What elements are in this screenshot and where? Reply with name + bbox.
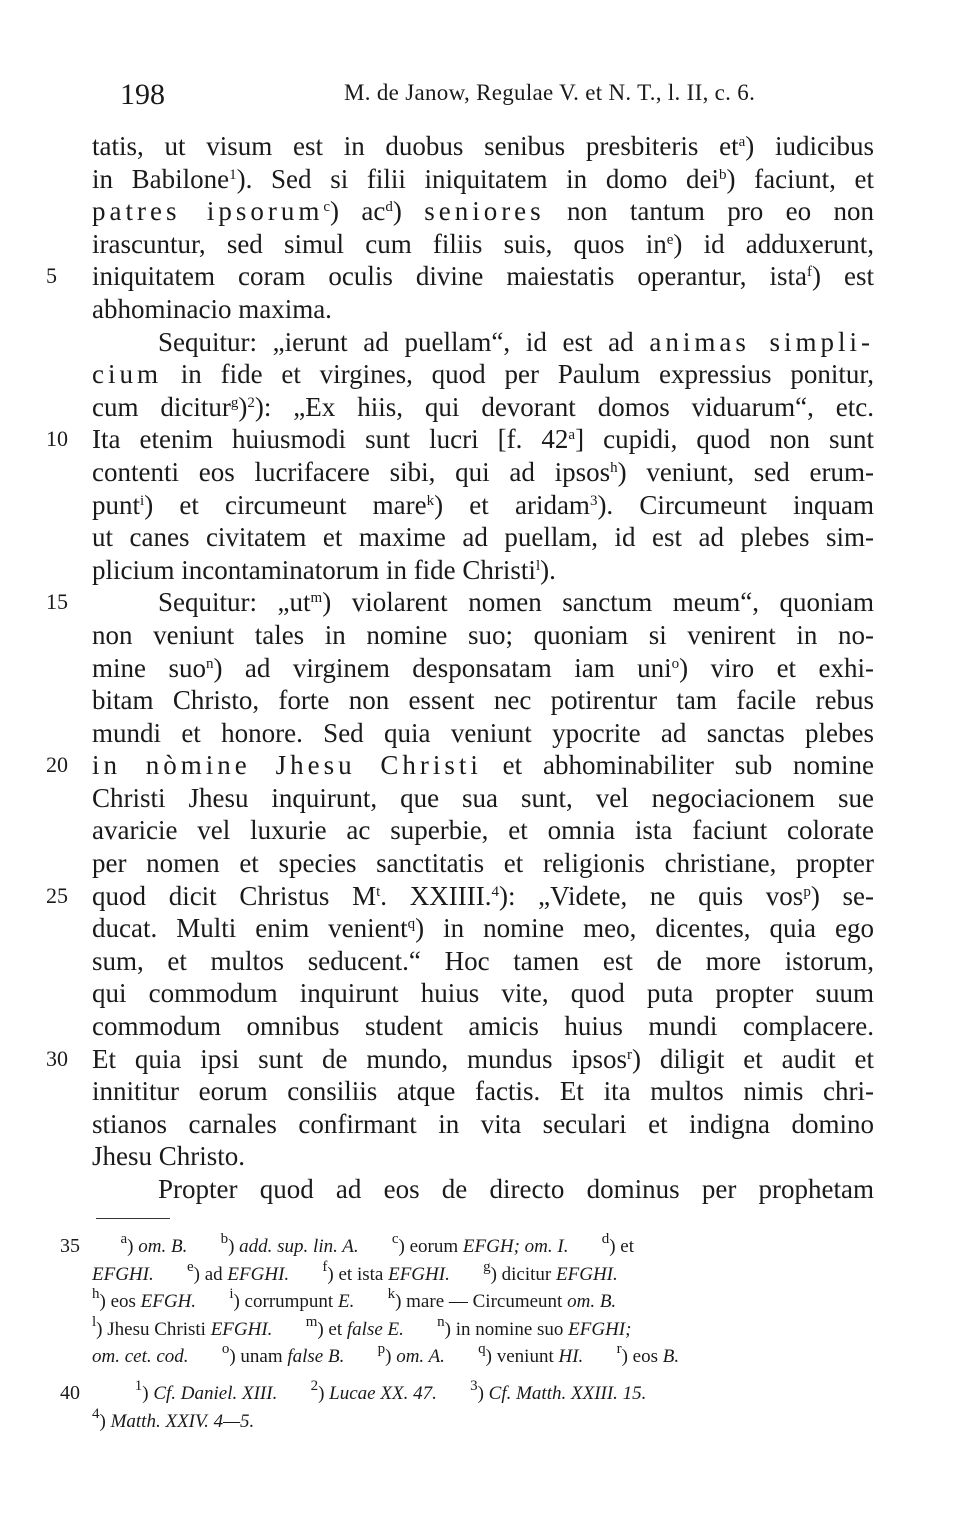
- text-run: qui commodum inquirunt huius vite, quod puta propter suum: [92, 978, 874, 1009]
- text-run: ) et: [609, 1236, 634, 1257]
- text-line: [92, 1075, 874, 1108]
- text-run: ) et ista: [327, 1263, 389, 1285]
- italic-text: EFGHI.: [556, 1263, 618, 1285]
- text-run: contenti eos lucrifacere sibi, qui ad ipsos: [92, 456, 611, 487]
- text-run: sum, et multos seducent.“ Hoc tamen est de more istorum,: [92, 945, 874, 976]
- text-line: [92, 554, 874, 587]
- text-run: abhominacio maxima.: [92, 293, 332, 324]
- italic-text: Cf. Daniel. XIII.: [153, 1383, 278, 1404]
- text-line: [92, 195, 874, 228]
- text-run: [344, 1346, 377, 1367]
- text-run: [272, 1319, 305, 1340]
- text-line: [92, 521, 874, 554]
- italic-text: EFGHI.: [388, 1263, 450, 1285]
- text-run: quod dicit Christus M: [92, 880, 377, 911]
- text-run: ): [142, 1383, 154, 1404]
- text-run: Sequitur: „ierunt ad puellam“, id est ad: [158, 326, 650, 357]
- text-line: [92, 684, 874, 717]
- text-run: ) in nomine suo: [444, 1318, 569, 1340]
- italic-text: EFGHI.: [92, 1263, 154, 1285]
- text-line: [92, 814, 874, 847]
- text-run: in Babilone: [92, 163, 230, 194]
- text-line: [92, 228, 874, 261]
- text-line: [46, 586, 874, 619]
- text-run: ) viro et exhi-: [679, 652, 874, 683]
- text-run: ) se-: [810, 880, 874, 911]
- text-line: [46, 749, 875, 782]
- text-run: irascuntur, sed simul cum filiis suis, quos in: [92, 228, 667, 259]
- text-run: Sequitur: „ut: [158, 587, 311, 618]
- text-run: ut canes civitatem et maxime ad puellam, id est ad plebes sim-: [92, 522, 874, 553]
- text-run: [354, 1291, 387, 1312]
- text-line: [92, 945, 874, 978]
- note-marker: 3: [589, 492, 598, 509]
- italic-text: false E.: [346, 1318, 404, 1340]
- text-run: avaricie vel luxurie ac superbie, et omnia ista faciunt colorate: [92, 815, 874, 846]
- text-run: ) diligit et audit et: [631, 1043, 874, 1074]
- text-run: Jhesu Christo.: [92, 1141, 246, 1172]
- text-run: bitam Christo, forte non essent nec potirentur tam facile rebus: [92, 685, 874, 716]
- text-run: [583, 1346, 616, 1367]
- text-line: [92, 391, 874, 424]
- text-line: [92, 293, 874, 326]
- text-run: ): [238, 391, 248, 422]
- italic-text: EFGHI.: [210, 1318, 273, 1340]
- line-number: 25: [46, 882, 68, 908]
- note-marker: g: [230, 394, 239, 411]
- line-number: 40: [60, 1382, 80, 1404]
- note-marker: h: [92, 1286, 100, 1302]
- apparatus-line: [92, 1258, 874, 1289]
- note-marker: t: [376, 883, 381, 900]
- text-run: plicium incontaminatorum in fide Christi: [92, 554, 536, 585]
- text-line: [92, 456, 874, 489]
- text-run: ): [318, 1383, 330, 1404]
- text-line: [92, 912, 874, 945]
- line-number: 5: [46, 263, 57, 289]
- text-run: per nomen et species sanctitatis et religionis christiane, propter: [92, 848, 874, 879]
- italic-text: om. B.: [567, 1291, 617, 1312]
- text-run: ) faciunt, et: [726, 163, 874, 194]
- note-marker: g: [483, 1258, 491, 1275]
- spaced-text: cium: [92, 359, 162, 390]
- text-run: ) mare — Circumeunt: [395, 1291, 568, 1312]
- note-marker: k: [387, 1286, 396, 1302]
- main-text: [46, 130, 875, 1206]
- note-marker: a: [568, 427, 576, 444]
- text-run: [154, 1264, 187, 1285]
- text-line: [46, 260, 874, 293]
- text-run: ) et: [317, 1318, 347, 1340]
- text-run: ).: [540, 554, 556, 585]
- text-line: [92, 1108, 874, 1141]
- note-marker: 1: [229, 166, 237, 183]
- text-run: ) in nomine meo, dicentes, quia ego: [415, 913, 874, 944]
- italic-text: om. A.: [396, 1346, 445, 1367]
- line-number: 20: [46, 752, 68, 778]
- spaced-text: animas simpli-: [649, 326, 874, 357]
- text-run: [445, 1346, 478, 1367]
- note-marker: c: [323, 199, 331, 216]
- text-run: ) unam: [229, 1346, 288, 1367]
- apparatus-line: [92, 1343, 874, 1371]
- italic-text: false B.: [287, 1346, 345, 1367]
- note-marker: q: [478, 1341, 486, 1357]
- text-run: ): [228, 1236, 240, 1257]
- note-marker: 4: [491, 883, 499, 900]
- note-marker: n: [205, 655, 214, 672]
- text-run: . XXIIII.: [380, 880, 492, 911]
- text-run: stianos carnales confirmant in vita seculari et indigna domino: [92, 1108, 874, 1139]
- text-run: ] cupidi, quod non sunt: [575, 424, 874, 455]
- text-run: ) eorum: [398, 1236, 463, 1257]
- text-run: ) Jhesu Christi: [96, 1318, 211, 1340]
- text-line: [92, 163, 874, 196]
- text-run: ) eos: [99, 1291, 141, 1312]
- note-marker: b: [220, 1231, 229, 1247]
- text-run: ): [99, 1410, 111, 1432]
- text-run: ): „Ex hiis, qui devorant domos viduarum“, etc.: [254, 391, 874, 422]
- text-line: [46, 423, 874, 456]
- note-marker: h: [610, 459, 618, 476]
- note-marker: o: [221, 1341, 230, 1357]
- text-run: mundi et honore. Sed quia veniunt ypocrite ad sanctas plebes: [92, 717, 874, 748]
- line-number: 15: [46, 589, 68, 615]
- text-line: [92, 1140, 874, 1173]
- note-marker: f: [322, 1258, 328, 1275]
- note-marker: p: [377, 1341, 386, 1357]
- source-notes: [60, 1378, 874, 1435]
- text-run: cum dicitur: [92, 391, 231, 422]
- text-line: [92, 358, 874, 391]
- italic-text: EFGH.: [140, 1291, 197, 1312]
- text-run: punt: [92, 489, 141, 520]
- text-line: [92, 489, 874, 522]
- italic-text: Matth. XXIV. 4—5.: [110, 1410, 255, 1432]
- apparatus-line: [60, 1231, 874, 1261]
- note-marker: d: [601, 1231, 610, 1247]
- line-number: 30: [46, 1045, 68, 1071]
- text-run: non veniunt tales in nomine suo; quoniam si venirent in no-: [92, 619, 874, 650]
- text-line: [46, 880, 874, 913]
- text-run: [277, 1383, 310, 1404]
- text-line: [46, 1043, 874, 1076]
- note-marker: q: [407, 916, 416, 933]
- text-line: [92, 652, 874, 685]
- source-line: [60, 1378, 874, 1408]
- note-marker: o: [671, 655, 680, 672]
- note-marker: i: [229, 1286, 234, 1302]
- text-line: [92, 977, 874, 1010]
- note-marker: r: [616, 1341, 622, 1357]
- text-run: ducat. Multi enim venient: [92, 913, 408, 944]
- text-run: ) violarent nomen sanctum meum“, quoniam: [322, 587, 874, 618]
- note-marker: e: [186, 1258, 194, 1275]
- critical-apparatus: [60, 1231, 874, 1371]
- note-marker: e: [666, 231, 674, 248]
- text-run: ) et circumeunt mare: [144, 489, 427, 520]
- running-header: [92, 72, 872, 112]
- text-run: ) eos: [621, 1346, 663, 1367]
- text-run: ) et aridam: [434, 489, 590, 520]
- text-run: ): [392, 196, 425, 227]
- note-marker: r: [626, 1046, 632, 1063]
- text-run: [568, 1236, 601, 1257]
- text-run: ): „Videte, ne quis vos: [498, 880, 804, 911]
- note-marker: k: [426, 492, 435, 509]
- note-marker: 2: [310, 1378, 319, 1394]
- text-run: Christi Jhesu inquirunt, que sua sunt, vel negociacionem sue: [92, 782, 874, 813]
- text-run: iniquitatem coram oculis divine maiestatis operantur, ista: [92, 261, 808, 292]
- text-run: ): [385, 1346, 397, 1367]
- italic-text: EFGHI.: [227, 1263, 290, 1285]
- note-marker: m: [310, 590, 323, 607]
- text-run: [289, 1264, 322, 1285]
- spaced-text: patres ipsorum: [92, 196, 324, 227]
- note-marker: l: [535, 557, 541, 574]
- text-run: mine suo: [92, 652, 206, 683]
- text-run: [92, 1236, 121, 1257]
- apparatus-line: [92, 1288, 874, 1316]
- text-run: [437, 1383, 470, 1404]
- text-run: tatis, ut visum est in duobus senibus presbiteris et: [92, 131, 739, 161]
- spaced-text: in nòmine Jhesu Christi: [92, 750, 482, 781]
- note-marker: 1: [134, 1378, 143, 1394]
- text-run: ): [477, 1383, 489, 1404]
- text-line: [92, 782, 874, 815]
- text-run: ) est: [812, 261, 874, 292]
- note-marker: c: [391, 1231, 399, 1247]
- text-line: [92, 619, 874, 652]
- text-line: [92, 130, 874, 163]
- text-run: ) ad virginem desponsatam iam uni: [213, 652, 672, 683]
- italic-text: om. cet. cod.: [92, 1346, 189, 1367]
- running-title: M. de Janow, Regulae V. et N. T., l. II, c. 6.: [344, 80, 756, 105]
- page-number: 198: [120, 78, 165, 111]
- text-run: ) ad: [193, 1263, 228, 1285]
- text-run: ) dicitur: [490, 1263, 557, 1285]
- note-marker: a: [120, 1231, 128, 1247]
- text-run: in fide et virgines, quod per Paulum expressius ponitur,: [162, 359, 874, 390]
- text-run: ). Sed si filii iniquitatem in domo dei: [236, 163, 719, 194]
- note-marker: m: [305, 1313, 318, 1330]
- text-run: ) iudicibus: [745, 131, 874, 161]
- italic-text: om. B.: [138, 1236, 188, 1257]
- italic-text: B.: [662, 1346, 680, 1367]
- italic-text: HI.: [558, 1346, 584, 1367]
- text-run: Ita etenim huiusmodi sunt lucri [f. 42: [92, 424, 569, 455]
- text-run: ) corrumpunt: [233, 1291, 338, 1312]
- text-run: [404, 1319, 437, 1340]
- italic-text: Lucae XX. 47.: [329, 1383, 437, 1404]
- text-run: [189, 1346, 222, 1367]
- text-run: [359, 1236, 392, 1257]
- note-marker: f: [807, 264, 813, 281]
- note-marker: i: [140, 492, 145, 509]
- note-marker: 2: [247, 394, 255, 411]
- text-run: [450, 1264, 483, 1285]
- text-run: ) id adduxerunt,: [673, 228, 874, 259]
- text-run: ) veniunt, sed erum-: [617, 456, 875, 487]
- line-number: 35: [60, 1235, 80, 1257]
- text-line: [92, 1010, 874, 1043]
- text-run: [187, 1236, 220, 1257]
- note-marker: d: [385, 199, 393, 216]
- text-run: Et quia ipsi sunt de mundo, mundus ipsos: [92, 1043, 627, 1074]
- text-run: ) ac: [330, 196, 386, 227]
- text-line: [92, 717, 874, 750]
- text-run: commodum omnibus student amicis huius mundi complacere.: [92, 1011, 874, 1042]
- source-line: [92, 1405, 874, 1436]
- footnote-rule: [96, 1218, 170, 1219]
- text-run: ). Circumeunt inquam: [597, 489, 874, 520]
- text-run: [196, 1291, 229, 1312]
- italic-text: add. sup. lin. A.: [239, 1236, 359, 1257]
- italic-text: EFGHI;: [568, 1318, 632, 1340]
- text-run: non tantum pro eo non: [544, 196, 874, 227]
- text-line: [92, 847, 874, 880]
- text-run: Propter quod ad eos de directo dominus per prophetam: [158, 1174, 874, 1204]
- text-run: [92, 1383, 135, 1404]
- note-marker: 4: [92, 1405, 100, 1422]
- text-run: ) veniunt: [485, 1346, 559, 1367]
- text-line: [92, 326, 874, 359]
- spaced-text: seniores: [424, 196, 545, 227]
- note-marker: b: [718, 166, 727, 183]
- note-marker: l: [92, 1313, 97, 1330]
- text-run: ): [127, 1236, 139, 1257]
- italic-text: E.: [337, 1291, 355, 1312]
- note-marker: p: [803, 883, 811, 900]
- italic-text: Cf. Matth. XXIII. 15.: [488, 1383, 647, 1404]
- note-marker: a: [738, 134, 746, 150]
- note-marker: n: [437, 1313, 445, 1330]
- text-run: et abhominabiliter sub nomine: [481, 750, 875, 781]
- italic-text: EFGH; om. I.: [462, 1236, 569, 1257]
- text-run: innititur eorum consiliis atque factis. Et ita multos nimis chri-: [92, 1076, 874, 1107]
- text-line: [92, 1173, 874, 1206]
- apparatus-line: [92, 1313, 874, 1344]
- note-marker: 3: [470, 1378, 478, 1394]
- line-number: 10: [46, 426, 68, 452]
